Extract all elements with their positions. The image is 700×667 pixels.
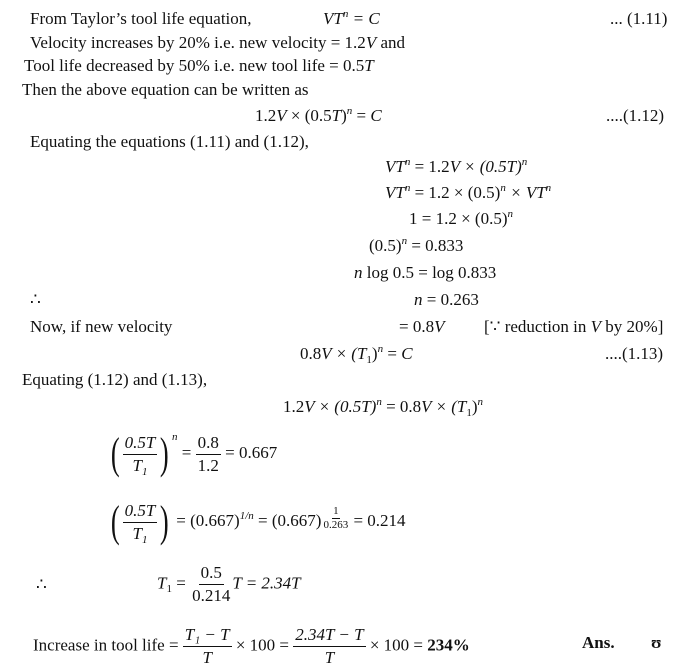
equating-1213-text: Equating (1.12) and (1.13), — [22, 370, 208, 389]
new-velocity-value: = 0.8V — [399, 317, 445, 336]
eq-chain-6: n = 0.263 — [414, 290, 479, 309]
reduction-note: [∵ reduction in V by 20%] — [484, 317, 664, 336]
end-mark-icon: ʊ — [651, 633, 662, 652]
answer-label: Ans. — [582, 633, 615, 652]
tool-life-decrease-text: Tool life decreased by 50% i.e. new tool life = 0.5T — [24, 56, 374, 75]
therefore-symbol-2: ∴ — [36, 575, 47, 594]
eq-chain-4: $(0.5)^n = 0.833$ — [369, 235, 464, 255]
written-as-text: Then the above equation can be written as — [22, 80, 309, 99]
result-value: 234% — [427, 635, 470, 655]
t1-equation: $T_1$ = $\frac{0.5}{0.214}$ T = 2.34T — [157, 563, 301, 605]
eq-chain-1: $VT^n = 1.2V \times (0.5T)^n$ — [385, 156, 528, 176]
eq-1-12: $1.2V \times (0.5T)^n = C$ — [255, 105, 382, 125]
ratio-equation-2: ( $\frac{0.5T}{T_1}$ ) = $(0.667)^{1/n} = (0.667)$ $\frac{1}{0.263}$ = 0.214 — [110, 497, 406, 546]
intro-taylor-text: From Taylor’s tool life equation, — [30, 9, 252, 28]
eq-chain-5: n log 0.5 = log 0.833 — [354, 263, 497, 282]
ratio-equation-1: ( $\frac{0.5T}{T_1}$ ) $^n$ = $\frac{0.8}{1.2}$ = 0.667 — [110, 429, 278, 478]
eq-ref-1-11: ... (1.11) — [610, 9, 668, 28]
eq-1-13: $0.8V \times (T_1)^n = C$ — [300, 343, 413, 366]
eq-1-11: $VT^n = C$ — [323, 8, 380, 28]
eq-chain-2: $VT^n = 1.2 \times (0.5)^n \times VT^n$ — [385, 182, 552, 202]
increase-tool-life-equation: Increase in tool life = $\frac{\text{T₁ − T}}{T}$ × 100 = $\frac{2.34T - T}{T}$ × 100 = 234% — [33, 625, 470, 667]
new-velocity-text: Now, if new velocity — [30, 317, 173, 336]
velocity-increase-text: Velocity increases by 20% i.e. new velocity = 1.2V and — [30, 33, 405, 52]
eq-ref-1-13: ....(1.13) — [605, 344, 664, 363]
equating-text: Equating the equations (1.11) and (1.12), — [30, 132, 309, 151]
therefore-symbol: ∴ — [30, 290, 41, 309]
eq-equated-1213: $1.2V \times (0.5T)^n = 0.8V \times (T_1)^n$ — [283, 396, 484, 419]
eq-chain-3: $1 = 1.2 \times (0.5)^n$ — [409, 208, 513, 228]
eq-ref-1-12: ....(1.12) — [606, 106, 665, 125]
